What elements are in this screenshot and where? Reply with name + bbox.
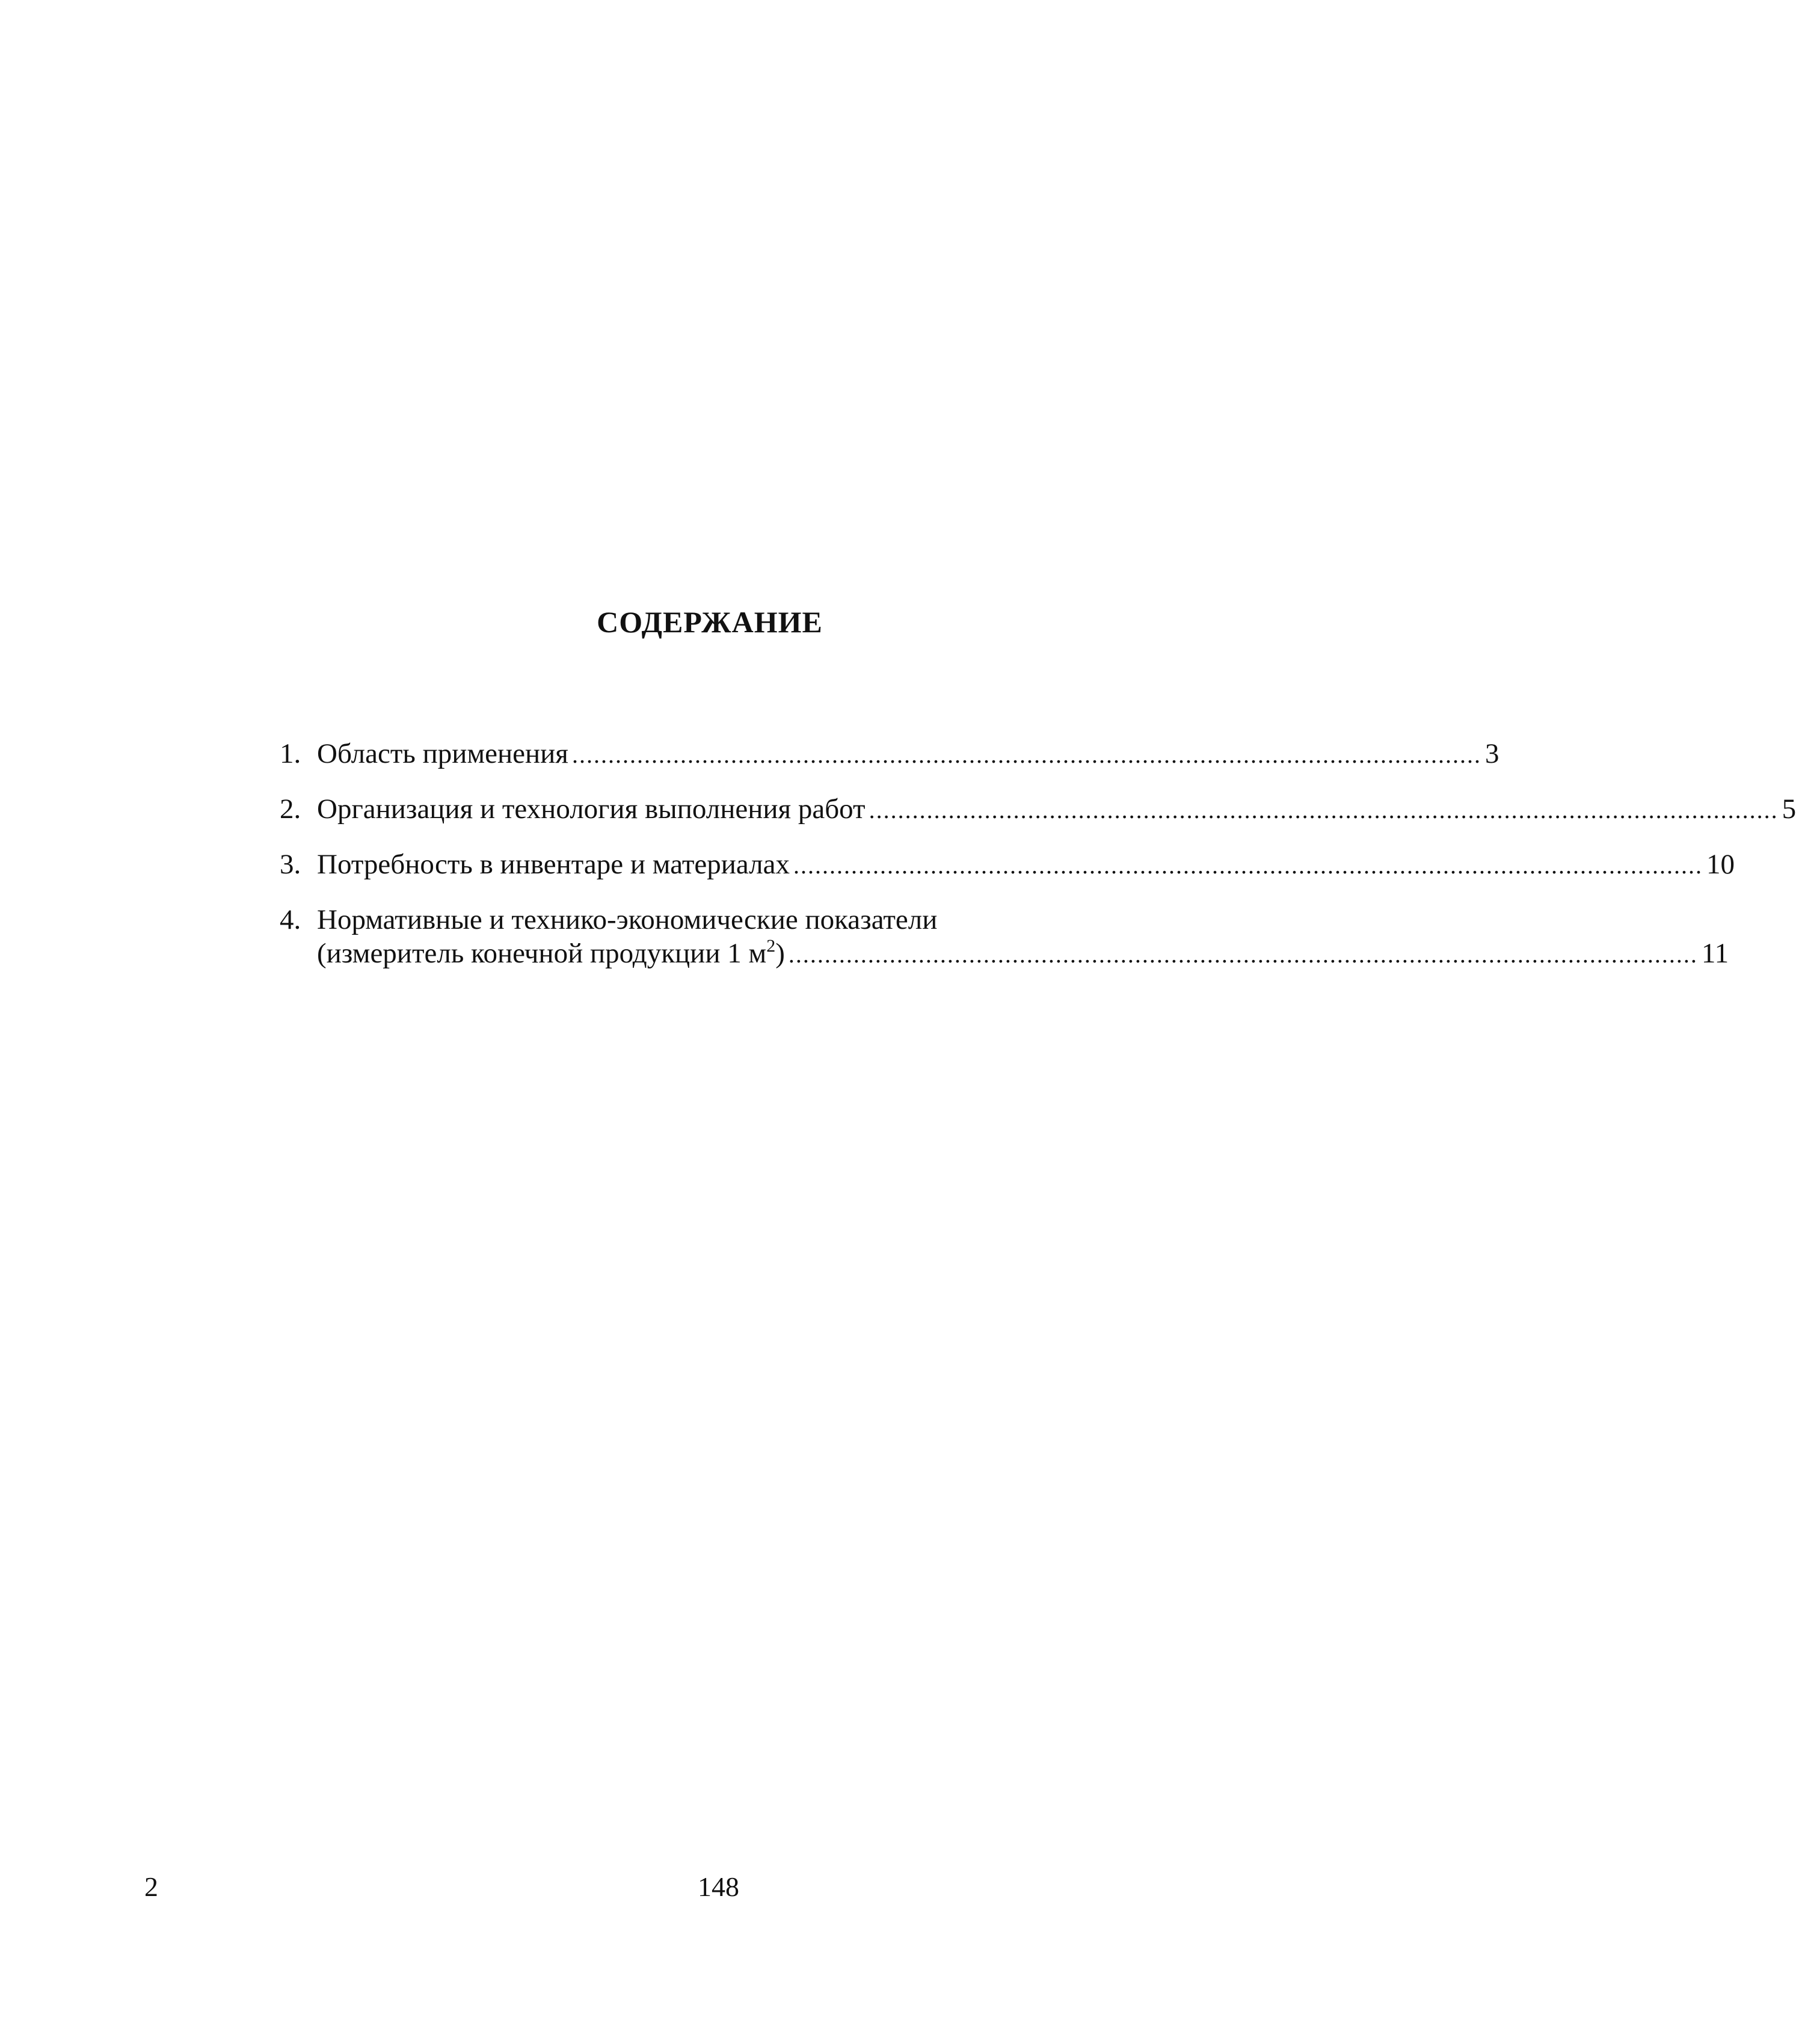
toc-item-body [317,848,1735,882]
toc-item-line [317,737,1499,772]
toc-item-number: 4. [280,904,301,935]
toc-item-line-1 [317,903,1135,937]
toc-item-number: 2. [280,793,301,825]
toc-item-number: 3. [280,849,301,880]
toc-item-page: 3 [1484,738,1499,769]
toc-item-title-line-2-suffix: ) [775,938,785,969]
toc-item-title: Организация и технология выполнения работ [317,793,866,825]
toc-item-title: Область применения [317,738,568,769]
toc-leader-dots: .............................................................................................................................. [869,796,1779,823]
toc-item-body [317,792,1796,827]
toc-item[interactable] [280,903,1729,971]
toc-item-page: 10 [1706,849,1735,880]
toc-item-line-2 [317,936,1729,971]
toc-leader-dots: .............................................................................................................................. [571,741,1481,768]
toc-item-page: 5 [1782,793,1796,825]
page-number-left: 2 [144,1871,158,1902]
table-of-contents [280,737,1796,992]
toc-item[interactable] [280,848,1735,882]
toc-item-title-line-1: Нормативные и технико-экономические показатели [317,904,938,935]
toc-leader-dots: .............................................................................................................................. [793,852,1703,879]
page-number-center: 148 [698,1871,739,1902]
toc-item[interactable] [280,737,1499,772]
toc-item-title: Потребность в инвентаре и материалах [317,849,790,880]
toc-item-line [317,792,1796,827]
toc-leader-dots: .............................................................................................................................. [788,941,1698,968]
toc-item-title-line-2 [317,937,785,970]
toc-item-number: 1. [280,738,301,769]
toc-item-title-line-2-prefix: (измеритель конечной продукции 1 м [317,938,767,969]
toc-item-body [317,737,1499,772]
toc-item-page: 11 [1701,938,1729,969]
superscript-exponent: 2 [766,936,776,956]
toc-item-body [317,903,1729,971]
toc-item[interactable] [280,792,1796,827]
toc-item-line [317,848,1735,882]
page-title: СОДЕРЖАНИЕ [597,605,823,639]
